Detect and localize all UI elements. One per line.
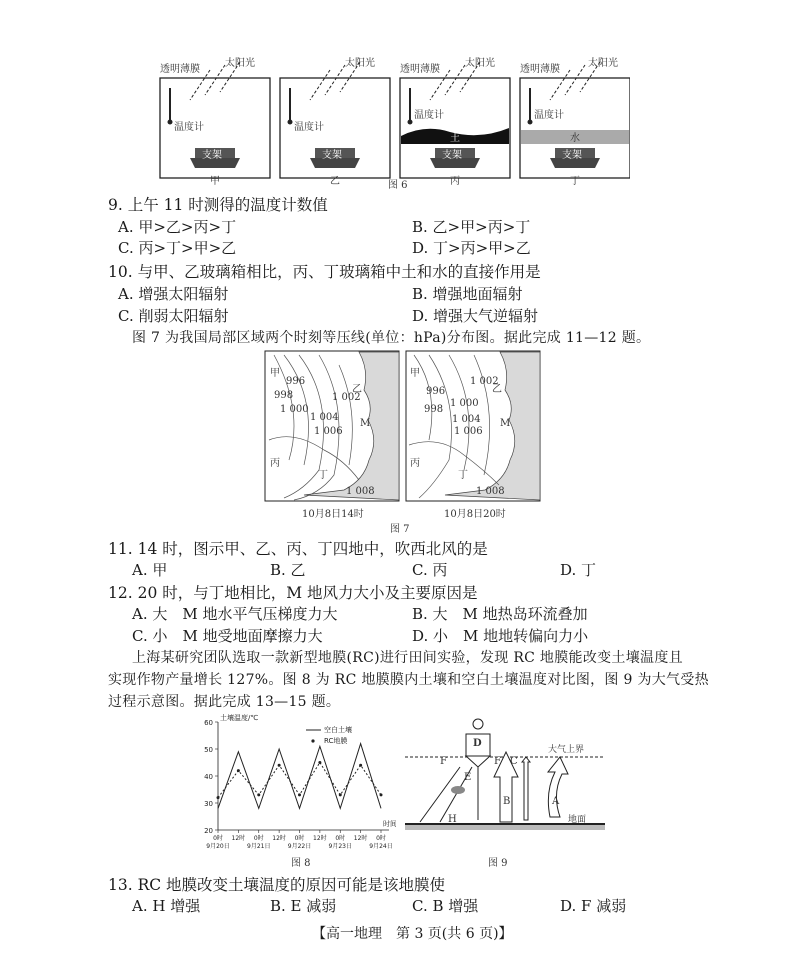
intro-13-line1: 上海某研究团队选取一款新型地膜(RC)进行田间实验，发现 RC 地膜能改变土壤温度且	[132, 650, 683, 666]
fig7r-1008: 1 008	[476, 486, 505, 497]
fig6-sun-4: 太阳光	[588, 58, 618, 69]
fig7l-jia: 甲	[270, 368, 280, 379]
fig7r-m: M	[500, 418, 511, 429]
fig6-base-2: 支架	[322, 150, 342, 161]
x-tick-label: 12时	[231, 835, 246, 842]
fig9-label-b: B	[503, 796, 511, 807]
q13-option-c[interactable]: C. B 增强	[412, 897, 479, 915]
x-tick-label: 0时	[294, 835, 305, 842]
x-date-label: 9月21日	[247, 843, 271, 850]
fig7r-yi: 乙	[492, 384, 502, 395]
fig6-caption: 图 6	[388, 180, 408, 191]
x-date-label: 9月20日	[206, 843, 230, 850]
x-tick-label: 12时	[353, 835, 368, 842]
fig6-fill-3: 土	[450, 133, 460, 144]
fig7l-time: 10月8日14时	[302, 509, 364, 520]
fig7l-bing: 丙	[270, 458, 280, 469]
fig7l-996: 996	[286, 376, 306, 387]
fig7r-bing: 丙	[410, 458, 420, 469]
series-rc-film-point	[380, 793, 383, 796]
figure-7	[264, 350, 544, 520]
fig7l-1006: 1 006	[314, 426, 343, 437]
fig9-ground-label: 地面	[568, 815, 587, 825]
fig9-caption: 图 9	[488, 858, 508, 869]
fig7r-jia: 甲	[410, 368, 420, 379]
x-date-label: 9月22日	[287, 843, 312, 850]
fig7r-1004: 1 004	[452, 414, 481, 425]
fig9-label-c: C	[510, 756, 518, 767]
fig7l-998: 998	[274, 390, 294, 401]
figure-8-chart	[196, 712, 396, 857]
fig7l-ding: 丁	[318, 470, 328, 481]
q13-option-d[interactable]: D. F 减弱	[560, 897, 627, 915]
q12-option-a[interactable]: A. 大 M 地水平气压梯度力大	[132, 605, 338, 623]
q11-option-d[interactable]: D. 丁	[560, 561, 597, 579]
fig6-thermo-4: 温度计	[534, 110, 564, 121]
q12-option-c[interactable]: C. 小 M 地受地面摩擦力大	[132, 627, 323, 645]
fig9-top-label: 大气上界	[548, 745, 585, 755]
figure-8	[196, 712, 396, 872]
x-tick-label: 0时	[213, 835, 223, 842]
figure-9-svg	[400, 712, 610, 857]
fig7l-1002: 1 002	[332, 392, 361, 403]
q11-option-b[interactable]: B. 乙	[270, 561, 306, 579]
q11-stem: 11. 14 时，图示甲、乙、丙、丁四地中，吹西北风的是	[108, 540, 488, 558]
q13-option-a[interactable]: A. H 增强	[132, 897, 201, 915]
fig9-label-h: H	[448, 814, 457, 825]
fig6-thermo-1: 温度计	[174, 122, 204, 133]
x-tick-label: 0时	[376, 835, 386, 842]
fig9-label-e: E	[464, 772, 472, 783]
fig7l-m: M	[360, 418, 371, 429]
figure-6	[150, 40, 630, 190]
x-tick-label: 0时	[253, 835, 264, 842]
x-date-label: 9月23日	[328, 843, 352, 850]
fig6-base-1: 支架	[202, 150, 222, 161]
intro-13-line3: 过程示意图。据此完成 13—15 题。	[108, 694, 341, 710]
fig6-caption-1: 甲	[210, 176, 220, 187]
fig7r-1002: 1 002	[470, 376, 499, 387]
q11-option-a[interactable]: A. 甲	[132, 561, 168, 579]
fig9-label-a: A	[552, 796, 560, 807]
q11-option-c[interactable]: C. 丙	[412, 561, 448, 579]
series-rc-film-point	[298, 793, 301, 796]
fig6-sun-1: 太阳光	[225, 58, 255, 69]
fig6-base-3: 支架	[442, 150, 462, 161]
series-rc-film-point	[339, 793, 342, 796]
q10-option-b[interactable]: B. 增强地面辐射	[412, 285, 523, 303]
fig7l-1004: 1 004	[310, 412, 339, 423]
fig6-fill-4: 水	[570, 133, 580, 144]
legend-blank-label: 空白土壤	[324, 726, 352, 734]
legend-rc-swatch	[311, 739, 314, 742]
y-tick-label: 50	[204, 746, 213, 754]
fig7l-yi: 乙	[352, 384, 362, 395]
q9-option-b[interactable]: B. 乙>甲>丙>丁	[412, 218, 531, 236]
fig6-sun-3: 太阳光	[465, 58, 495, 69]
fig7-caption: 图 7	[390, 524, 410, 535]
q9-stem: 9. 上午 11 时测得的温度计数值	[108, 196, 328, 214]
series-rc-film-point	[237, 769, 240, 772]
x-date-label: 9月24日	[369, 843, 393, 850]
fig6-caption-3: 丙	[450, 176, 460, 187]
q10-option-c[interactable]: C. 削弱太阳辐射	[118, 307, 229, 325]
q12-stem: 12. 20 时，与丁地相比，M 地风力大小及主要原因是	[108, 584, 478, 602]
fig6-film-1: 透明薄膜	[160, 64, 200, 75]
q10-stem: 10. 与甲、乙玻璃箱相比，丙、丁玻璃箱中土和水的直接作用是	[108, 263, 541, 281]
fig9-label-f1: F	[440, 756, 447, 767]
q12-option-d[interactable]: D. 小 M 地地转偏向力小	[412, 627, 589, 645]
fig7r-time: 10月8日20时	[444, 509, 506, 520]
fig7r-1006: 1 006	[454, 426, 483, 437]
series-rc-film-point	[359, 764, 362, 767]
fig6-film-3: 透明薄膜	[400, 64, 440, 75]
series-rc-film-point	[217, 796, 220, 799]
figure-9	[400, 712, 610, 872]
y-tick-label: 30	[204, 800, 213, 808]
y-axis-label: 土壤温度/℃	[220, 714, 259, 722]
q9-option-c[interactable]: C. 丙>丁>甲>乙	[118, 239, 237, 257]
q10-option-a[interactable]: A. 增强太阳辐射	[118, 285, 229, 303]
series-rc-film-point	[318, 761, 321, 764]
y-tick-label: 40	[204, 773, 213, 781]
fig7l-1008: 1 008	[346, 486, 375, 497]
x-tick-label: 0时	[335, 835, 346, 842]
fig7r-ding: 丁	[458, 470, 468, 481]
fig6-thermo-3: 温度计	[414, 110, 444, 121]
series-rc-film-line	[218, 763, 381, 798]
fig7r-1000: 1 000	[450, 398, 479, 409]
fig6-thermo-2: 温度计	[294, 122, 324, 133]
q13-stem: 13. RC 地膜改变土壤温度的原因可能是该地膜使	[108, 876, 446, 894]
intro-13-line2: 实现作物产量增长 127%。图 8 为 RC 地膜膜内土壤和空白土壤温度对比图，图 9 为大气受热	[108, 672, 709, 688]
fig9-label-d: D	[473, 738, 482, 749]
series-rc-film-point	[278, 764, 281, 767]
fig7l-1000: 1 000	[280, 404, 309, 415]
q13-option-b[interactable]: B. E 减弱	[270, 897, 337, 915]
sun-icon	[473, 719, 483, 729]
x-axis-label: 时间	[383, 820, 396, 828]
fig6-sun-2: 太阳光	[345, 58, 375, 69]
y-tick-label: 20	[204, 827, 213, 835]
fig7r-996: 996	[426, 386, 446, 397]
fig6-caption-2: 乙	[330, 176, 340, 187]
legend-rc-label: RC地膜	[324, 737, 348, 745]
series-rc-film-point	[257, 793, 260, 796]
fig6-film-4: 透明薄膜	[520, 64, 560, 75]
x-tick-label: 12时	[313, 835, 327, 842]
fig6-caption-4: 丁	[570, 176, 580, 187]
fig7r-998: 998	[424, 404, 444, 415]
y-tick-label: 60	[204, 719, 213, 727]
intro-11-12: 图 7 为我国局部区域两个时刻等压线(单位：hPa)分布图。据此完成 11—12 题。	[132, 330, 651, 346]
q9-option-d[interactable]: D. 丁>丙>甲>乙	[412, 239, 531, 257]
fig9-label-f2: F	[494, 756, 501, 767]
q9-option-a[interactable]: A. 甲>乙>丙>丁	[118, 218, 237, 236]
fig8-caption: 图 8	[291, 858, 311, 869]
x-tick-label: 12时	[272, 835, 286, 842]
q10-option-d[interactable]: D. 增强大气逆辐射	[412, 307, 539, 325]
q12-option-b[interactable]: B. 大 M 地热岛环流叠加	[412, 605, 588, 623]
fig6-base-4: 支架	[562, 150, 582, 161]
page-footer: 【高一地理 第 3 页(共 6 页)】	[312, 926, 513, 942]
